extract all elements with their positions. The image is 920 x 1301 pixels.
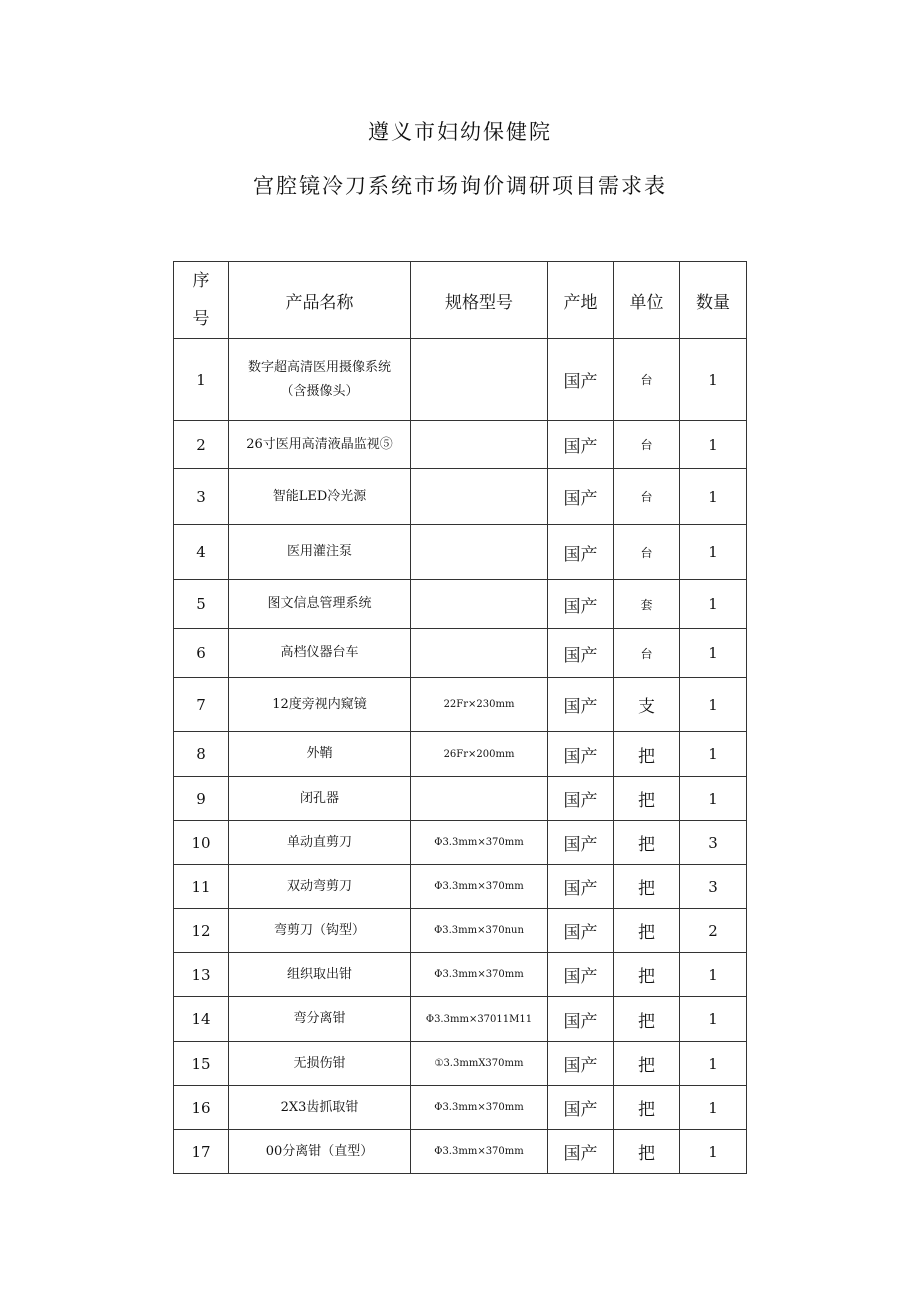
origin: 国产 [548, 525, 614, 580]
origin: 国产 [548, 678, 614, 732]
product-name: 弯剪刀（钩型） [273, 922, 365, 938]
unit: 把 [614, 865, 680, 909]
unit: 台 [614, 629, 680, 678]
origin: 国产 [548, 1042, 614, 1086]
header-seq [174, 262, 229, 339]
unit: 台 [614, 469, 680, 525]
quantity: 1 [680, 629, 747, 678]
spec-model: Φ3.3mm×37011M11 [411, 997, 548, 1042]
quantity: 3 [680, 821, 747, 865]
quantity: 1 [680, 678, 747, 732]
unit: 把 [614, 953, 680, 997]
quantity: 1 [680, 732, 747, 777]
product-name: 26寸医用高清液晶监视⑤ [246, 436, 393, 452]
product-name: 智能LED冷光源 [272, 488, 367, 504]
product-name: 图文信息管理系统 [267, 596, 372, 611]
header-name: 产品名称 [229, 262, 411, 339]
product-name-cell [229, 339, 411, 421]
table-row [174, 865, 747, 909]
table-row [174, 997, 747, 1042]
product-name: 外鞘 [306, 746, 333, 761]
spec-model [411, 525, 548, 580]
spec-model: Φ3.3mm×370mm [411, 1086, 548, 1130]
origin: 国产 [548, 629, 614, 678]
table-row [174, 1130, 747, 1174]
spec-model: ①3.3mmX370mm [411, 1042, 548, 1086]
spec-model: 22Fr×230mm [411, 678, 548, 732]
row-number: 7 [174, 678, 229, 732]
header-origin: 产地 [548, 262, 614, 339]
row-number: 16 [174, 1086, 229, 1130]
unit: 台 [614, 339, 680, 421]
row-number: 4 [174, 525, 229, 580]
product-name-cell [229, 777, 411, 821]
product-name-cell [229, 580, 411, 629]
product-name: 无损伤钳 [293, 1055, 346, 1071]
product-name-cell [229, 678, 411, 732]
origin: 国产 [548, 777, 614, 821]
row-number: 9 [174, 777, 229, 821]
spec-model: Φ3.3mm×370mm [411, 821, 548, 865]
product-name: 单动直剪刀 [286, 834, 352, 850]
table-row [174, 525, 747, 580]
quantity: 1 [680, 1086, 747, 1130]
product-name-cell [229, 732, 411, 777]
table-row [174, 678, 747, 732]
row-number: 3 [174, 469, 229, 525]
unit: 把 [614, 997, 680, 1042]
table-row [174, 909, 747, 953]
origin: 国产 [548, 953, 614, 997]
header-row [174, 262, 747, 339]
product-name: 2X3齿抓取钳 [280, 1099, 359, 1115]
spec-model [411, 339, 548, 421]
quantity: 1 [680, 1042, 747, 1086]
table-row [174, 953, 747, 997]
origin: 国产 [548, 339, 614, 421]
row-number: 13 [174, 953, 229, 997]
quantity: 1 [680, 580, 747, 629]
product-name-cell [229, 629, 411, 678]
origin: 国产 [548, 732, 614, 777]
spec-model [411, 469, 548, 525]
quantity: 2 [680, 909, 747, 953]
document-subtitle: 宫腔镜冷刀系统市场询价调研项目需求表 [253, 174, 667, 198]
unit: 把 [614, 821, 680, 865]
row-number: 5 [174, 580, 229, 629]
product-name: 组织取出钳 [286, 966, 352, 982]
row-number: 1 [174, 339, 229, 421]
quantity: 1 [680, 777, 747, 821]
quantity: 1 [680, 997, 747, 1042]
product-name-cell [229, 821, 411, 865]
spec-model: Φ3.3mm×370nun [411, 909, 548, 953]
unit: 台 [614, 421, 680, 469]
origin: 国产 [548, 1130, 614, 1174]
product-name: 12度旁视内窥镜 [272, 696, 367, 712]
row-number: 12 [174, 909, 229, 953]
origin: 国产 [548, 1086, 614, 1130]
header-seq-top: 序 [192, 271, 210, 291]
table-row [174, 580, 747, 629]
quantity: 3 [680, 865, 747, 909]
unit: 套 [614, 580, 680, 629]
header-unit: 单位 [614, 262, 680, 339]
table-row [174, 1086, 747, 1130]
product-name-cell [229, 865, 411, 909]
unit: 把 [614, 909, 680, 953]
unit: 把 [614, 1130, 680, 1174]
unit: 台 [614, 525, 680, 580]
origin: 国产 [548, 821, 614, 865]
table-row [174, 1042, 747, 1086]
spec-model: Φ3.3mm×370mm [411, 1130, 548, 1174]
product-name: 高档仪器台车 [280, 645, 359, 660]
table-row [174, 339, 747, 421]
product-name: 医用灌注泵 [286, 544, 352, 559]
product-name-cell [229, 953, 411, 997]
table-row [174, 777, 747, 821]
quantity: 1 [680, 1130, 747, 1174]
spec-model [411, 777, 548, 821]
product-name: 闭孔器 [299, 790, 339, 806]
product-name: 00分离钳（直型） [265, 1143, 374, 1159]
product-name: 数字超高清医用摄像系统 [247, 359, 391, 375]
product-name-cell [229, 469, 411, 525]
requirements-table [173, 261, 747, 1174]
product-name-cell [229, 1130, 411, 1174]
header-spec: 规格型号 [411, 262, 548, 339]
table-row [174, 421, 747, 469]
spec-model: 26Fr×200mm [411, 732, 548, 777]
origin: 国产 [548, 997, 614, 1042]
table-row [174, 732, 747, 777]
row-number: 2 [174, 421, 229, 469]
origin: 国产 [548, 421, 614, 469]
row-number: 10 [174, 821, 229, 865]
unit: 支 [614, 678, 680, 732]
origin: 国产 [548, 909, 614, 953]
product-name-cell [229, 909, 411, 953]
header-qty: 数量 [680, 262, 747, 339]
spec-model: Φ3.3mm×370mm [411, 953, 548, 997]
quantity: 1 [680, 339, 747, 421]
document-title: 遵义市妇幼保健院 [368, 120, 552, 144]
product-name-note: （含摄像头） [280, 383, 359, 399]
unit: 把 [614, 1042, 680, 1086]
table-row [174, 821, 747, 865]
header-seq-bottom: 号 [192, 309, 210, 329]
spec-model [411, 580, 548, 629]
quantity: 1 [680, 469, 747, 525]
quantity: 1 [680, 953, 747, 997]
row-number: 15 [174, 1042, 229, 1086]
product-name-cell [229, 421, 411, 469]
quantity: 1 [680, 421, 747, 469]
product-name: 双动弯剪刀 [286, 878, 352, 894]
product-name-cell [229, 525, 411, 580]
row-number: 11 [174, 865, 229, 909]
product-name-cell [229, 1042, 411, 1086]
spec-model [411, 421, 548, 469]
origin: 国产 [548, 865, 614, 909]
row-number: 17 [174, 1130, 229, 1174]
quantity: 1 [680, 525, 747, 580]
spec-model: Φ3.3mm×370mm [411, 865, 548, 909]
row-number: 6 [174, 629, 229, 678]
product-name-cell [229, 1086, 411, 1130]
row-number: 8 [174, 732, 229, 777]
origin: 国产 [548, 469, 614, 525]
product-name-cell [229, 997, 411, 1042]
origin: 国产 [548, 580, 614, 629]
table-row [174, 469, 747, 525]
table-row [174, 629, 747, 678]
row-number: 14 [174, 997, 229, 1042]
product-name: 弯分离钳 [293, 1011, 346, 1026]
unit: 把 [614, 777, 680, 821]
spec-model [411, 629, 548, 678]
unit: 把 [614, 1086, 680, 1130]
unit: 把 [614, 732, 680, 777]
